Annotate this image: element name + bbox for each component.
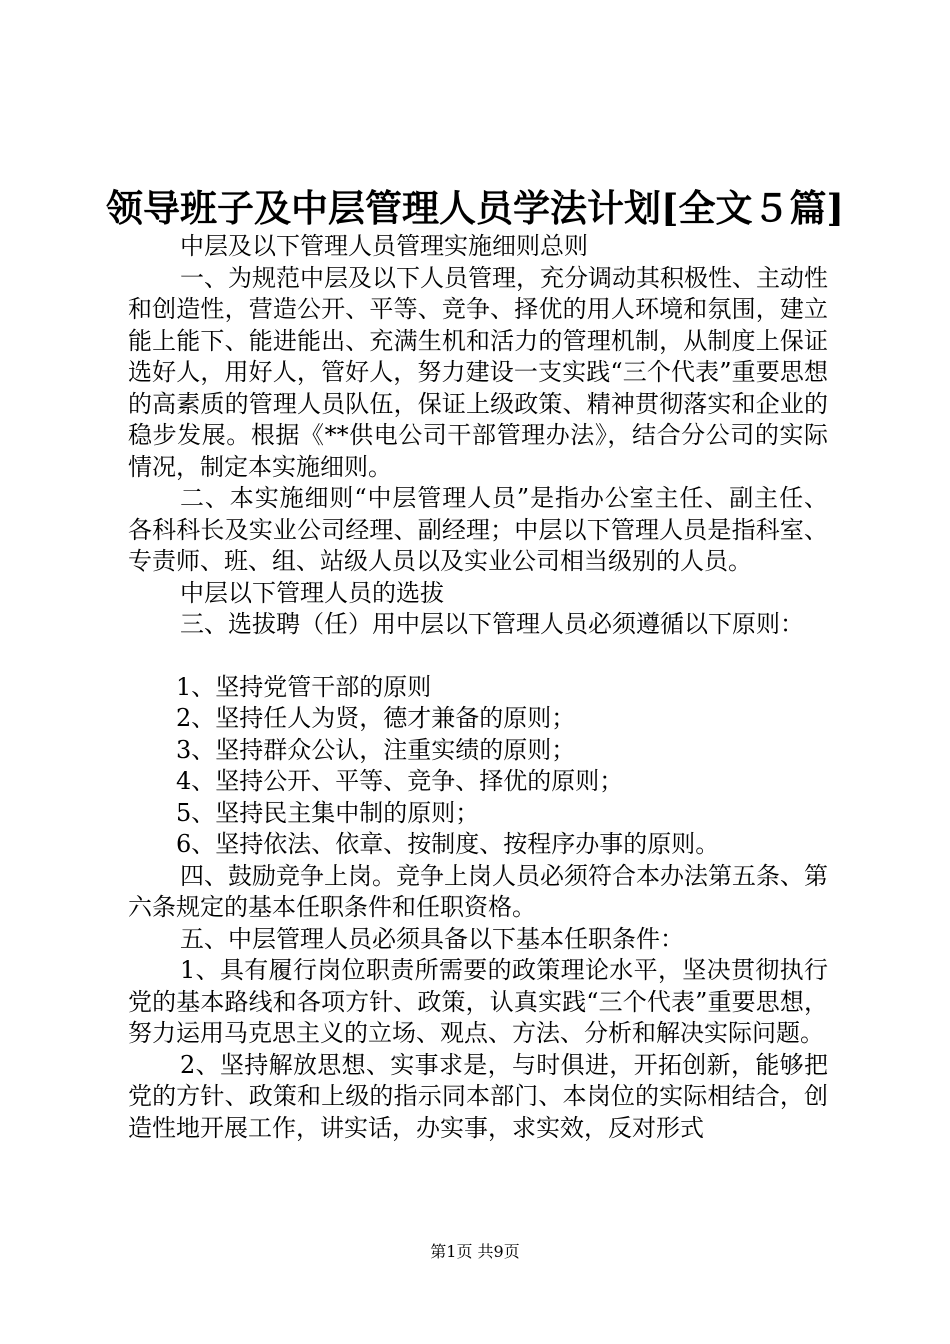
list-item: 2、坚持任人为贤，德才兼备的原则；: [176, 704, 576, 732]
section-heading: 中层以下管理人员的选拔: [180, 578, 444, 607]
paragraph: 一、为规范中层及以下人员管理，充分调动其积极性、主动性和创造性，营造公开、平等、竞争、择优的用人环境和氛围，建立能上能下、能进能出、充满生机和活力的管理机制，从制度上保证选好人，用好人，管好人，努力建设一支实践“三个代表”重要思想的高素质的管理人员队伍，保证上级政策、精神贯彻落实和企业的稳步发展。根据《**供电公司干部管理办法》，结合分公司的实际情况，制定本实施细则。: [128, 263, 828, 481]
paragraph: 三、选拔聘（任）用中层以下管理人员必须遵循以下原则：: [180, 610, 804, 638]
paragraph: 二、本实施细则“中层管理人员”是指办公室主任、副主任、各科科长及实业公司经理、副经理；中层以下管理人员是指科室、专责师、班、组、站级人员以及实业公司相当级别的人员。: [128, 484, 828, 575]
page-number: 第1页 共9页: [430, 1242, 520, 1261]
section-heading: 中层及以下管理人员管理实施细则总则: [180, 232, 588, 260]
list-item: 4、坚持公开、平等、竞争、择优的原则；: [176, 767, 624, 795]
paragraph: 2、坚持解放思想、实事求是，与时俱进，开拓创新，能够把党的方针、政策和上级的指示同本部门、本岗位的实际相结合，创造性地开展工作，讲实话，办实事，求实效，反对形式: [128, 1050, 828, 1142]
document-title: 领导班子及中层管理人员学法计划[全文５篇]: [105, 186, 844, 230]
list-item: 3、坚持群众公认，注重实绩的原则；: [176, 735, 576, 764]
paragraph: 五、中层管理人员必须具备以下基本任职条件：: [180, 924, 684, 953]
paragraph: 四、鼓励竞争上岗。竞争上岗人员必须符合本办法第五条、第六条规定的基本任职条件和任职资格。: [128, 861, 828, 921]
paragraph: 1、具有履行岗位职责所需要的政策理论水平，坚决贯彻执行党的基本路线和各项方针、政策，认真实践“三个代表”重要思想，努力运用马克思主义的立场、观点、方法、分析和解决实际问题。: [128, 956, 828, 1047]
document-body: [128, 231, 828, 1144]
list-item: 1、坚持党管干部的原则: [176, 672, 432, 701]
list-item: 5、坚持民主集中制的原则；: [176, 798, 480, 827]
list-item: 6、坚持依法、依章、按制度、按程序办事的原则。: [176, 830, 720, 858]
